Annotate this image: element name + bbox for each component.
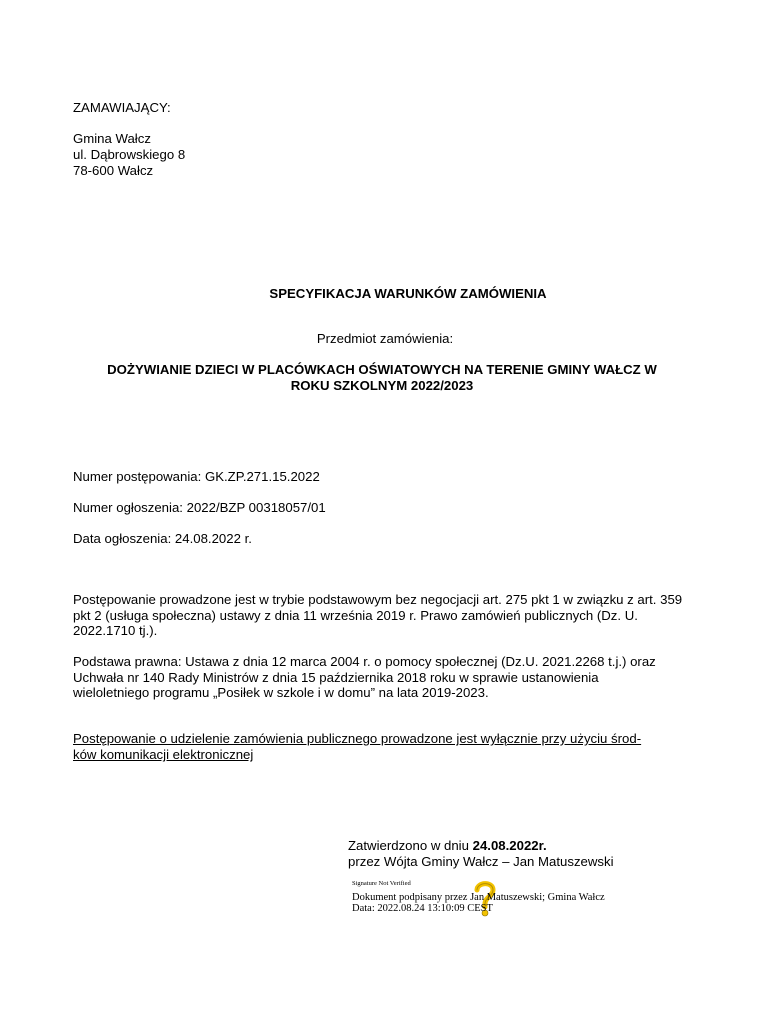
notice-date: Data ogłoszenia: 24.08.2022 r. [73,531,252,546]
legal-basis-paragraph: Podstawa prawna: Ustawa z dnia 12 marca 2004 r. o pomocy społecznej (Dz.U. 2021.2268 t.j.) oraz Uchwała nr 140 Rady Ministrów z dnia 15 października 2018 roku w sprawie ustanowienia wieloletniego programu „Posiłek w szkole i w domu” na lata 2019-2023. [73,654,656,700]
document-title: SPECYFIKACJA WARUNKÓW ZAMÓWIENIA [269,286,547,301]
procedure-paragraph: Postępowanie prowadzone jest w trybie podstawowym bez negocjacji art. 275 pkt 1 w związku z art. 359 pkt 2 (usługa społeczna) ustawy z dnia 11 września 2019 r. Prawo zamówień publicznych (Dz. U. 2022.1710 tj.). [73,592,683,638]
notice-number: Numer ogłoszenia: 2022/BZP 00318057/01 [73,500,326,515]
electronic-notice-line-2: ków komunikacji elektronicznej [73,747,254,762]
subject-title-line-1: DOŻYWIANIE DZIECI W PLACÓWKACH OŚWIATOWYCH NA TERENIE GMINY WAŁCZ W [107,362,657,377]
subject-title-line-2: ROKU SZKOLNYM 2022/2023 [290,378,474,393]
contracting-heading: ZAMAWIAJĄCY: [73,100,171,115]
signature-signed-by: Dokument podpisany przez Jan Matuszewski; Gmina Wałcz [352,892,605,903]
electronic-notice-line-1: Postępowanie o udzielenie zamówienia publicznego prowadzone jest wyłącznie przy użyciu środ- [73,731,642,746]
digital-signature [350,876,640,921]
contracting-name: Gmina Wałcz [73,131,151,146]
case-number: Numer postępowania: GK.ZP.271.15.2022 [73,469,320,484]
approval-by: przez Wójta Gminy Wałcz – Jan Matuszewski [348,854,614,869]
signature-status: Signature Not Verified [352,880,411,887]
approval-date-line [348,838,547,854]
contracting-street: ul. Dąbrowskiego 8 [73,147,186,162]
signature-date: Data: 2022.08.24 13:10:09 CEST [352,903,493,914]
contracting-city: 78-600 Wałcz [73,163,154,178]
subject-label: Przedmiot zamówienia: [316,331,454,346]
approval-date: 24.08.2022r. [472,838,547,853]
approval-prefix: Zatwierdzono w dniu [348,838,473,853]
